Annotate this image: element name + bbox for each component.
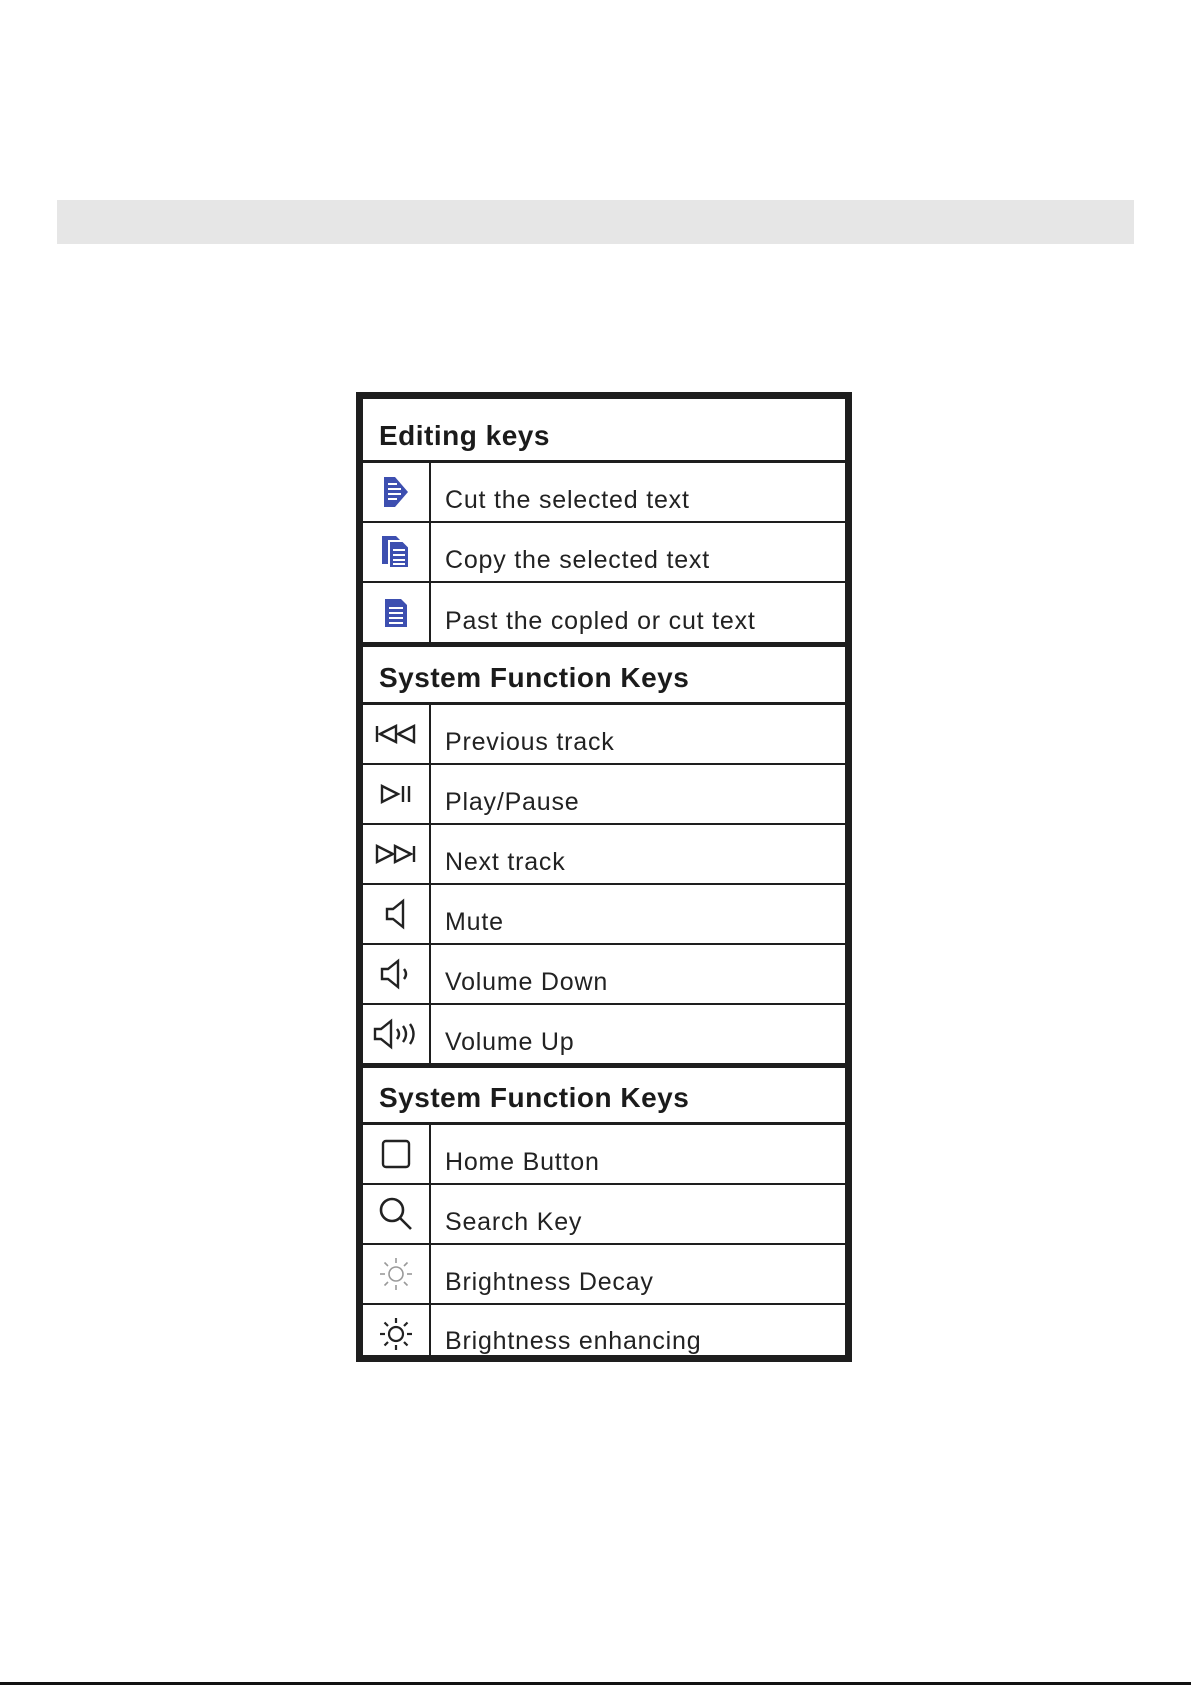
section-header-editing-keys <box>363 399 845 463</box>
table-row <box>363 1245 845 1305</box>
table-row <box>363 1005 845 1063</box>
copy-icon <box>363 523 431 581</box>
table-row <box>363 583 845 644</box>
table-row <box>363 1185 845 1245</box>
row-label: Volume Down <box>445 968 609 996</box>
volume-up-icon <box>363 1005 431 1063</box>
cut-icon <box>363 463 431 521</box>
section-title: System Function Keys <box>379 1082 690 1113</box>
brightness-up-icon <box>363 1305 431 1362</box>
table-row <box>363 885 845 945</box>
previous-track-icon <box>363 705 431 763</box>
row-label: Play/Pause <box>445 788 580 816</box>
brightness-down-icon <box>363 1245 431 1303</box>
table-row <box>363 765 845 825</box>
table-row <box>363 1305 845 1362</box>
row-label: Past the copled or cut text <box>445 607 756 635</box>
header-band <box>57 200 1134 244</box>
row-label: Home Button <box>445 1148 600 1176</box>
table-row <box>363 705 845 765</box>
key-function-table <box>356 392 852 1362</box>
row-label: Brightness enhancing <box>445 1327 702 1355</box>
play-pause-icon <box>363 765 431 823</box>
mute-icon <box>363 885 431 943</box>
table-row <box>363 1125 845 1185</box>
row-label: Brightness Decay <box>445 1268 654 1296</box>
volume-down-icon <box>363 945 431 1003</box>
table-row <box>363 523 845 583</box>
next-track-icon <box>363 825 431 883</box>
home-icon <box>363 1125 431 1183</box>
row-label: Copy the selected text <box>445 546 710 574</box>
row-label: Mute <box>445 908 504 936</box>
table-row <box>363 945 845 1005</box>
row-label: Next track <box>445 848 566 876</box>
row-label: Previous track <box>445 728 615 756</box>
section-header-system-function-keys-2 <box>363 1063 845 1125</box>
section-title: Editing keys <box>379 420 550 451</box>
row-label: Volume Up <box>445 1028 575 1056</box>
paste-icon <box>363 583 431 642</box>
section-header-system-function-keys <box>363 644 845 705</box>
table-row <box>363 825 845 885</box>
table-row <box>363 463 845 523</box>
search-icon <box>363 1185 431 1243</box>
row-label: Search Key <box>445 1208 583 1236</box>
row-label: Cut the selected text <box>445 486 690 514</box>
section-title: System Function Keys <box>379 662 690 693</box>
